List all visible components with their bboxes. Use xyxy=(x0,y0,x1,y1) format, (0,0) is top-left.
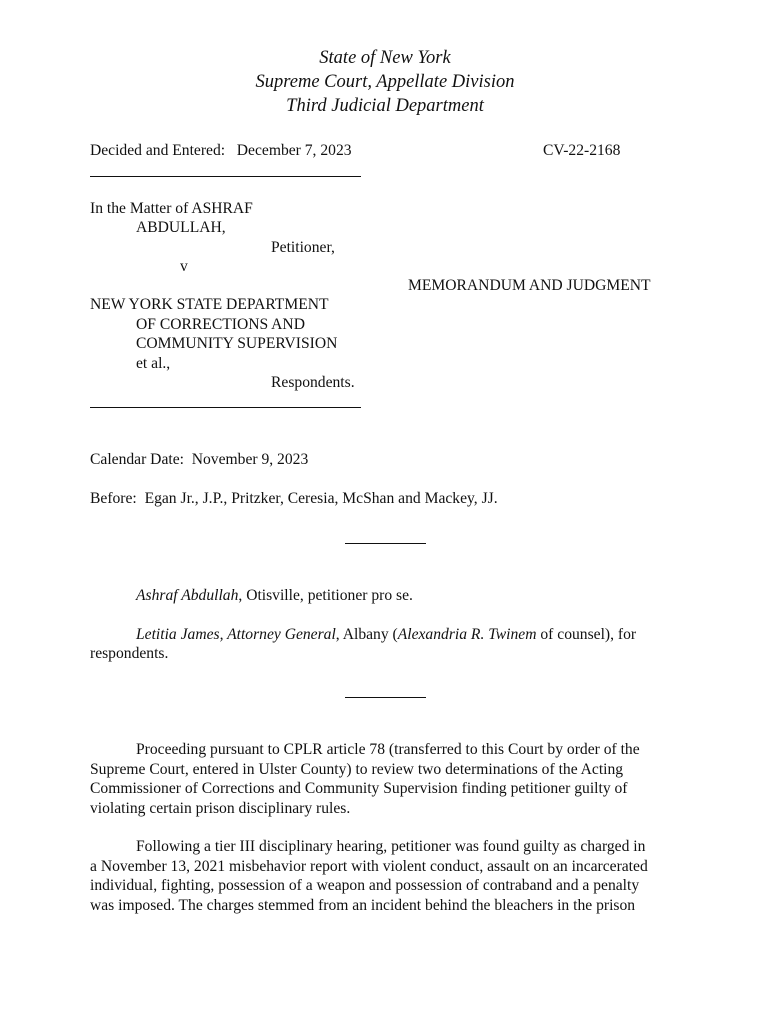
section-divider-2 xyxy=(345,697,426,698)
paragraph-1-line-2: Supreme Court, entered in Ulster County) to review two determinations of the Acting xyxy=(90,761,624,778)
respondent-counsel-rest: of counsel), for xyxy=(536,626,637,643)
section-divider-1 xyxy=(345,543,426,544)
decided-date: December 7, 2023 xyxy=(236,142,352,159)
calendar-line xyxy=(90,450,308,470)
caption-top-rule xyxy=(90,176,361,177)
respondent-line-2: OF CORRECTIONS AND xyxy=(136,316,305,333)
paragraph-2-line-4: was imposed. The charges stemmed from an incident behind the bleachers in the prison xyxy=(90,897,636,914)
respondent-line-1: NEW YORK STATE DEPARTMENT xyxy=(90,296,329,313)
department-title: Third Judicial Department xyxy=(286,96,484,116)
respondent-line-3: COMMUNITY SUPERVISION xyxy=(136,335,338,352)
versus: v xyxy=(180,258,188,275)
state-title: State of New York xyxy=(319,48,451,68)
paragraph-2-line-3: individual, fighting, possession of a weapon and possession of contraband and a penalty xyxy=(90,877,640,894)
respondent-attorney: Alexandria R. Twinem xyxy=(397,626,537,643)
paragraph-1-line-3: Commissioner of Corrections and Community Supervision finding petitioner guilty of xyxy=(90,780,628,797)
calendar-label: Calendar Date: xyxy=(90,451,184,468)
caption-bottom-rule xyxy=(90,407,361,408)
respondent-counsel-mid: , Albany ( xyxy=(335,626,398,643)
decision-type: MEMORANDUM AND JUDGMENT xyxy=(408,277,651,294)
petitioner-role: Petitioner, xyxy=(271,239,335,256)
court-title: Supreme Court, Appellate Division xyxy=(255,72,515,92)
before-line xyxy=(90,489,498,509)
matter-line-1: In the Matter of ASHRAF xyxy=(90,200,253,217)
petitioner-name: Ashraf Abdullah xyxy=(136,587,239,604)
matter-line-2: ABDULLAH, xyxy=(136,219,226,236)
calendar-date: November 9, 2023 xyxy=(191,451,309,468)
court-header xyxy=(0,46,770,118)
respondent-role: Respondents. xyxy=(271,374,355,391)
petitioner-counsel-rest: , Otisville, petitioner pro se. xyxy=(238,587,413,604)
respondent-line-4: et al., xyxy=(136,355,171,372)
decided-label: Decided and Entered: xyxy=(90,142,226,159)
decided-line xyxy=(90,141,352,161)
attorney-general: Letitia James, Attorney General xyxy=(136,626,336,643)
docket-number: CV-22-2168 xyxy=(543,142,621,159)
before-label: Before: xyxy=(90,490,137,507)
respondent-counsel-line-2: respondents. xyxy=(90,645,169,662)
paragraph-2-line-2: a November 13, 2021 misbehavior report with violent conduct, assault on an incarcerated xyxy=(90,858,648,875)
petitioner-counsel xyxy=(136,586,413,606)
respondent-counsel xyxy=(136,625,636,645)
justices: Egan Jr., J.P., Pritzker, Ceresia, McShan and Mackey, JJ. xyxy=(144,490,498,507)
paragraph-1-line-4: violating certain prison disciplinary rules. xyxy=(90,800,351,817)
paragraph-1-line-1: Proceeding pursuant to CPLR article 78 (transferred to this Court by order of the xyxy=(136,741,640,758)
paragraph-2-line-1: Following a tier III disciplinary hearing, petitioner was found guilty as charged in xyxy=(136,838,646,855)
